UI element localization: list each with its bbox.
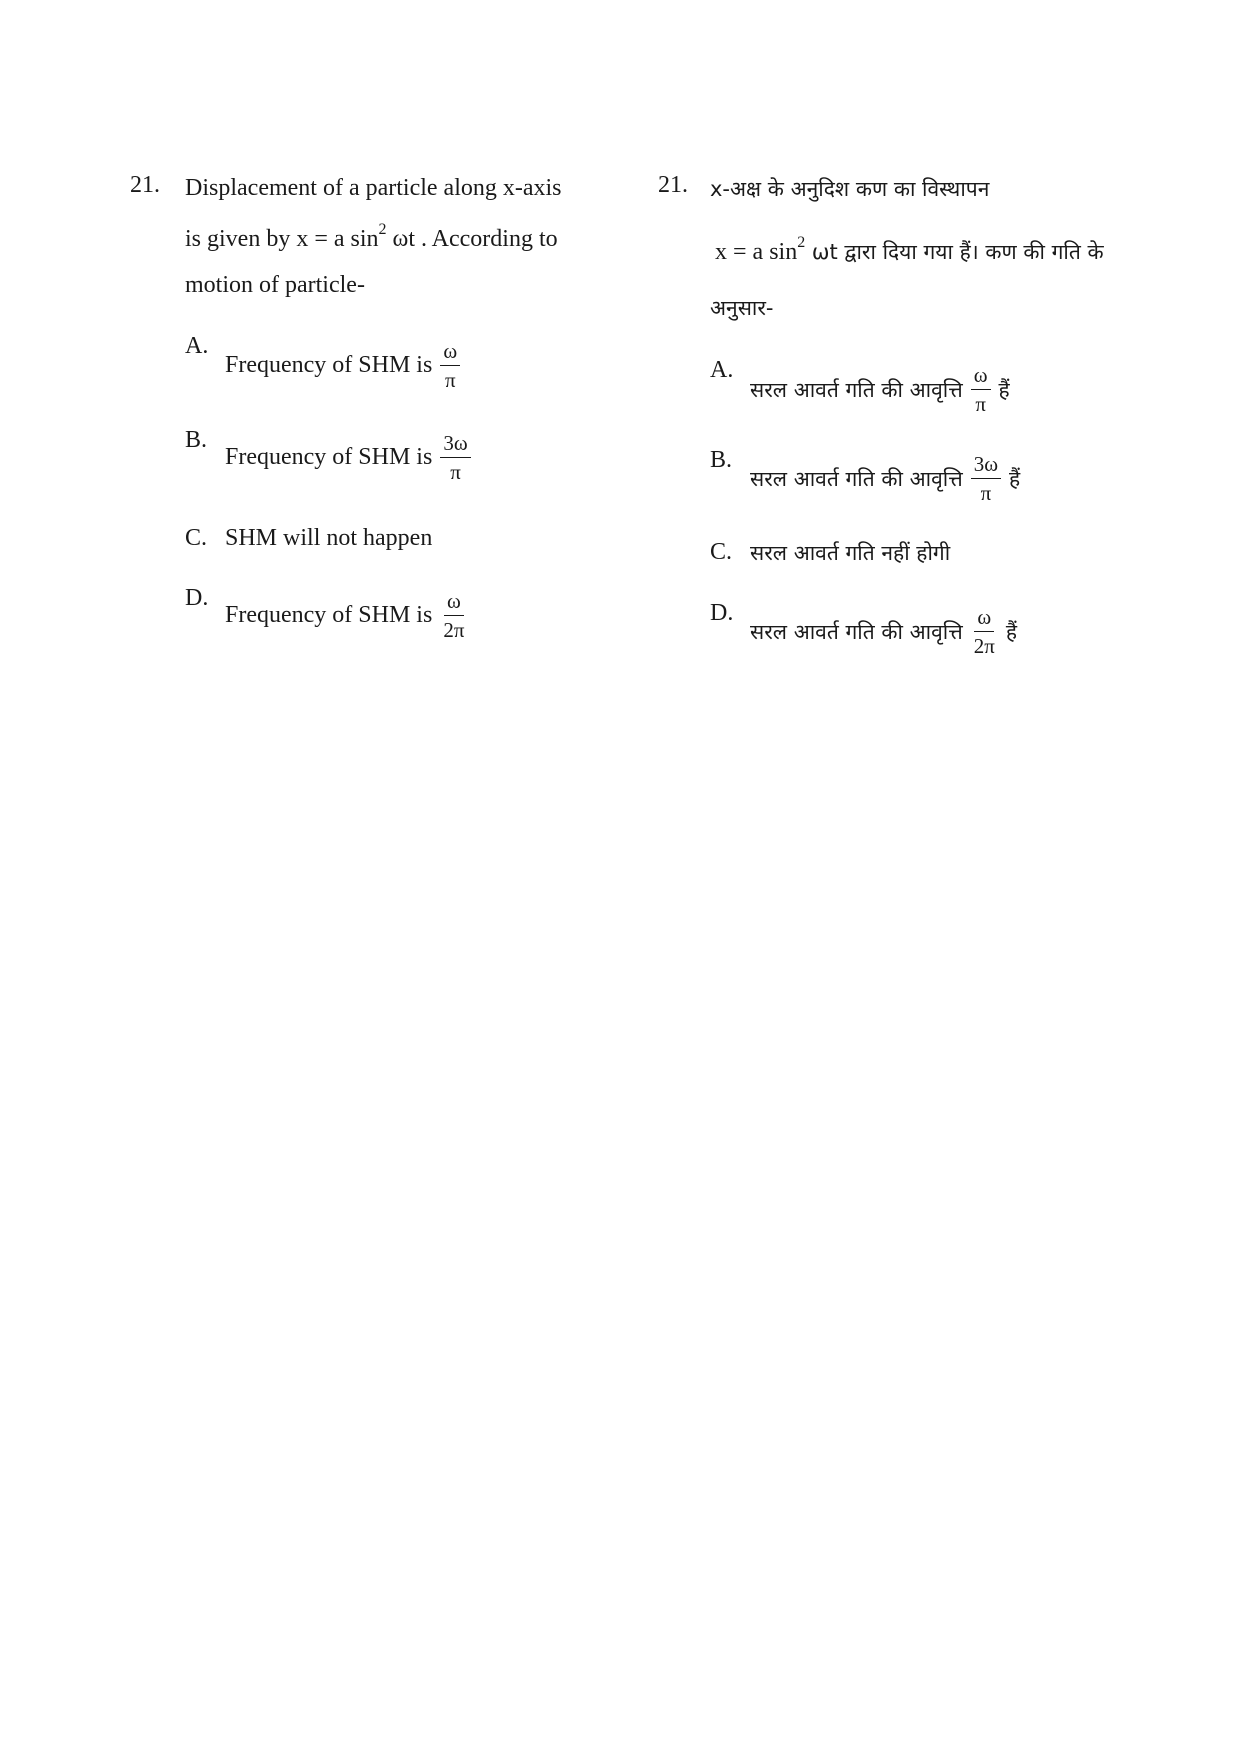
fraction-denominator: π [980, 481, 992, 506]
fraction-numerator: ω [974, 605, 994, 632]
option-d-text: सरल आवर्त गति की आवृत्ति [750, 619, 963, 644]
stem-math: x = a sin [715, 239, 798, 265]
question-number: 21. [130, 172, 160, 198]
question-stem-line-3: motion of particle- [185, 272, 365, 298]
stem-text: ωt द्वारा दिया गया हैं। कण की गति के [805, 240, 1104, 264]
fraction [440, 589, 467, 642]
fraction-denominator: 2π [443, 618, 465, 643]
option-b-letter: B. [185, 427, 208, 453]
option-d [750, 605, 1017, 658]
question-stem-line-1: Displacement of a particle along x-axis [185, 175, 562, 201]
stem-text: ωt . According to [386, 226, 558, 252]
option-a-suffix: हैं [998, 377, 1010, 402]
question-number: 21. [658, 172, 688, 198]
fraction-denominator: π [450, 460, 461, 485]
option-a-letter: A. [710, 357, 734, 383]
fraction [440, 431, 470, 484]
option-d-text: Frequency of SHM is [225, 602, 433, 629]
question-stem-line-2 [715, 234, 1104, 266]
option-a-text: Frequency of SHM is [225, 352, 433, 379]
option-b-text: सरल आवर्त गति की आवृत्ति [750, 466, 963, 491]
option-c-text: सरल आवर्त गति नहीं होगी [750, 541, 951, 565]
option-a [225, 339, 468, 392]
option-d [225, 589, 475, 642]
option-b [750, 452, 1020, 505]
option-d-letter: D. [710, 600, 734, 626]
fraction [440, 339, 460, 392]
option-c-letter: C. [185, 525, 208, 551]
superscript: 2 [797, 234, 806, 251]
option-c-letter: C. [710, 539, 733, 565]
fraction [971, 363, 991, 416]
option-b-text: Frequency of SHM is [225, 444, 433, 471]
option-c [225, 525, 432, 552]
option-a [750, 363, 1010, 416]
stem-text: is given by x = a sin [185, 226, 379, 252]
option-c-text: SHM will not happen [225, 525, 433, 551]
question-stem-line-1: x-अक्ष के अनुदिश कण का विस्थापन [710, 177, 990, 201]
fraction-numerator: 3ω [440, 431, 470, 458]
option-a-text: सरल आवर्त गति की आवृत्ति [750, 377, 963, 402]
fraction [971, 452, 1001, 505]
option-b [225, 431, 479, 484]
question-stem-line-2 [185, 221, 558, 253]
superscript: 2 [378, 221, 387, 238]
option-d-letter: D. [185, 585, 209, 611]
fraction-numerator: 3ω [971, 452, 1001, 479]
option-b-letter: B. [710, 447, 733, 473]
fraction-denominator: π [444, 368, 456, 393]
fraction-numerator: ω [444, 589, 464, 616]
fraction [971, 605, 998, 658]
option-d-suffix: हैं [1005, 619, 1017, 644]
option-b-suffix: हैं [1009, 466, 1021, 491]
fraction-numerator: ω [440, 339, 460, 366]
fraction-denominator: 2π [973, 634, 995, 659]
fraction-denominator: π [975, 392, 986, 417]
option-c [750, 539, 950, 567]
fraction-numerator: ω [971, 363, 991, 390]
option-a-letter: A. [185, 333, 209, 359]
question-stem-line-3: अनुसार- [710, 296, 774, 320]
